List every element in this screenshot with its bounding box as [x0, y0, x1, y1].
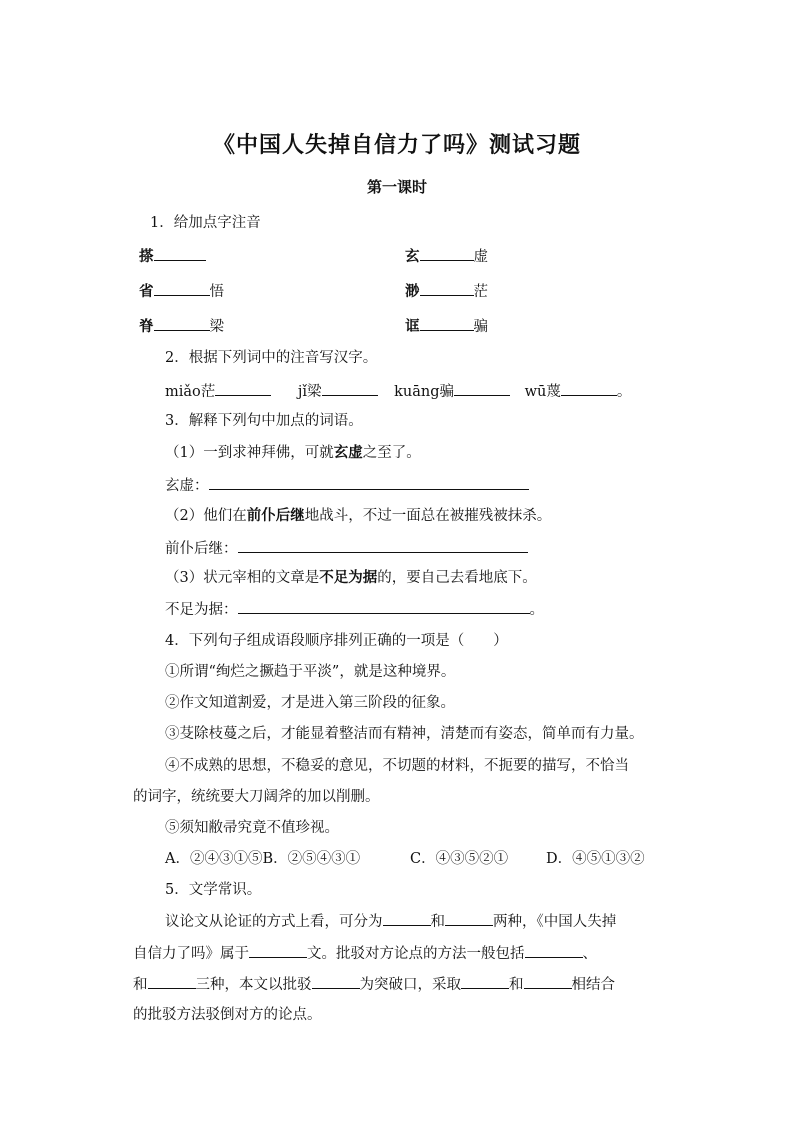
- q1-char: 搽: [139, 249, 154, 265]
- q3-answer-3: 不足为据： 。: [165, 599, 544, 620]
- answer-blank[interactable]: [154, 281, 210, 296]
- q4-sentence: ②作文知道割爱，才是进入第三阶段的征象。: [165, 695, 455, 711]
- answer-blank[interactable]: [445, 911, 493, 926]
- q1-item: 诓 骗: [405, 316, 488, 337]
- q1-item: [139, 246, 206, 267]
- answer-blank[interactable]: [525, 943, 583, 958]
- page-title: 《中国人失掉自信力了吗》测试习题: [212, 133, 581, 158]
- answer-blank[interactable]: [461, 974, 509, 989]
- answer-blank[interactable]: [238, 599, 530, 614]
- option-b[interactable]: B．②⑤④③①: [262, 851, 361, 867]
- answer-blank[interactable]: [561, 381, 617, 396]
- q1-char: 诓: [405, 319, 420, 335]
- lesson-subtitle: 第一课时: [366, 178, 427, 196]
- q1-item: 省 悟: [139, 281, 224, 302]
- q1-char: 省: [139, 284, 154, 300]
- q1-item: 脊 梁: [139, 316, 224, 337]
- q2-items: miǎo茫 jǐ梁 kuāng骗 wū蔑 。: [165, 381, 631, 402]
- q3-sentence-2: （2）他们在前仆后继地战斗，不过一面总在被摧残被抹杀。: [165, 508, 552, 524]
- answer-blank[interactable]: [154, 246, 206, 261]
- answer-blank[interactable]: [524, 974, 572, 989]
- q4-sentence-cont: 的词字，统统要大刀阔斧的加以削删。: [133, 789, 380, 805]
- answer-blank[interactable]: [454, 381, 510, 396]
- answer-blank[interactable]: [383, 911, 431, 926]
- q4-sentence: ①所谓“绚烂之撅趋于平淡”，就是这种境界。: [165, 664, 456, 680]
- q4-sentence: ⑤须知敝帚究竟不值珍视。: [165, 820, 339, 836]
- answer-blank[interactable]: [238, 538, 528, 553]
- answer-blank[interactable]: [148, 974, 196, 989]
- option-a[interactable]: A．②④③①⑤: [165, 851, 263, 867]
- q1-char: 脊: [139, 319, 154, 335]
- q2-label: 2．根据下列词中的注音写汉字。: [165, 350, 378, 366]
- answer-blank[interactable]: [322, 381, 378, 396]
- q1-char: 渺: [405, 284, 420, 300]
- q1-label: 1．给加点字注音: [150, 215, 261, 231]
- q4-option-d[interactable]: D．④⑤①③②: [546, 851, 645, 867]
- q1-item: 渺 茫: [405, 281, 488, 302]
- q4-options: [165, 849, 360, 869]
- q3-sentence-1: （1）一到求神拜佛，可就玄虚之至了。: [165, 445, 421, 461]
- q3-sentence-3: （3）状元宰相的文章是不足为据的，要自己去看地底下。: [165, 570, 537, 586]
- q4-sentence: ③芟除枝蔓之后，才能显着整洁而有精神，清楚而有姿态，简单而有力量。: [165, 726, 644, 742]
- answer-blank[interactable]: [420, 281, 474, 296]
- q4-option-c[interactable]: C．④③⑤②①: [410, 851, 509, 867]
- q5-label: 5．文学常识。: [165, 882, 262, 898]
- q1-char: 玄: [405, 249, 420, 265]
- q3-answer-1: 玄虚：: [165, 475, 529, 496]
- q3-answer-2: 前仆后继：: [165, 538, 528, 559]
- answer-blank[interactable]: [154, 316, 210, 331]
- q5-line-1: 议论文从论证的方式上看，可分为 和 两种，《中国人失掉: [165, 911, 616, 932]
- q5-line-4: 的批驳方法驳倒对方的论点。: [133, 1007, 322, 1023]
- q4-label: 4．下列句子组成语段顺序排列正确的一项是（ ）: [165, 633, 508, 649]
- answer-blank[interactable]: [249, 943, 307, 958]
- answer-blank[interactable]: [420, 246, 474, 261]
- answer-blank[interactable]: [209, 475, 529, 490]
- q4-sentence: ④不成熟的思想，不稳妥的意见，不切题的材料，不扼要的描写，不恰当: [165, 758, 629, 774]
- answer-blank[interactable]: [420, 316, 474, 331]
- q1-item: 玄 虚: [405, 246, 488, 267]
- q5-line-2: 自信力了吗》属于 文。批驳对方论点的方法一般包括 、: [133, 943, 597, 964]
- q3-label: 3．解释下列句中加点的词语。: [165, 413, 363, 429]
- answer-blank[interactable]: [312, 974, 360, 989]
- q5-line-3: 和 三种，本文以批驳 为突破口，采取 和 相结合: [133, 974, 615, 995]
- answer-blank[interactable]: [215, 381, 271, 396]
